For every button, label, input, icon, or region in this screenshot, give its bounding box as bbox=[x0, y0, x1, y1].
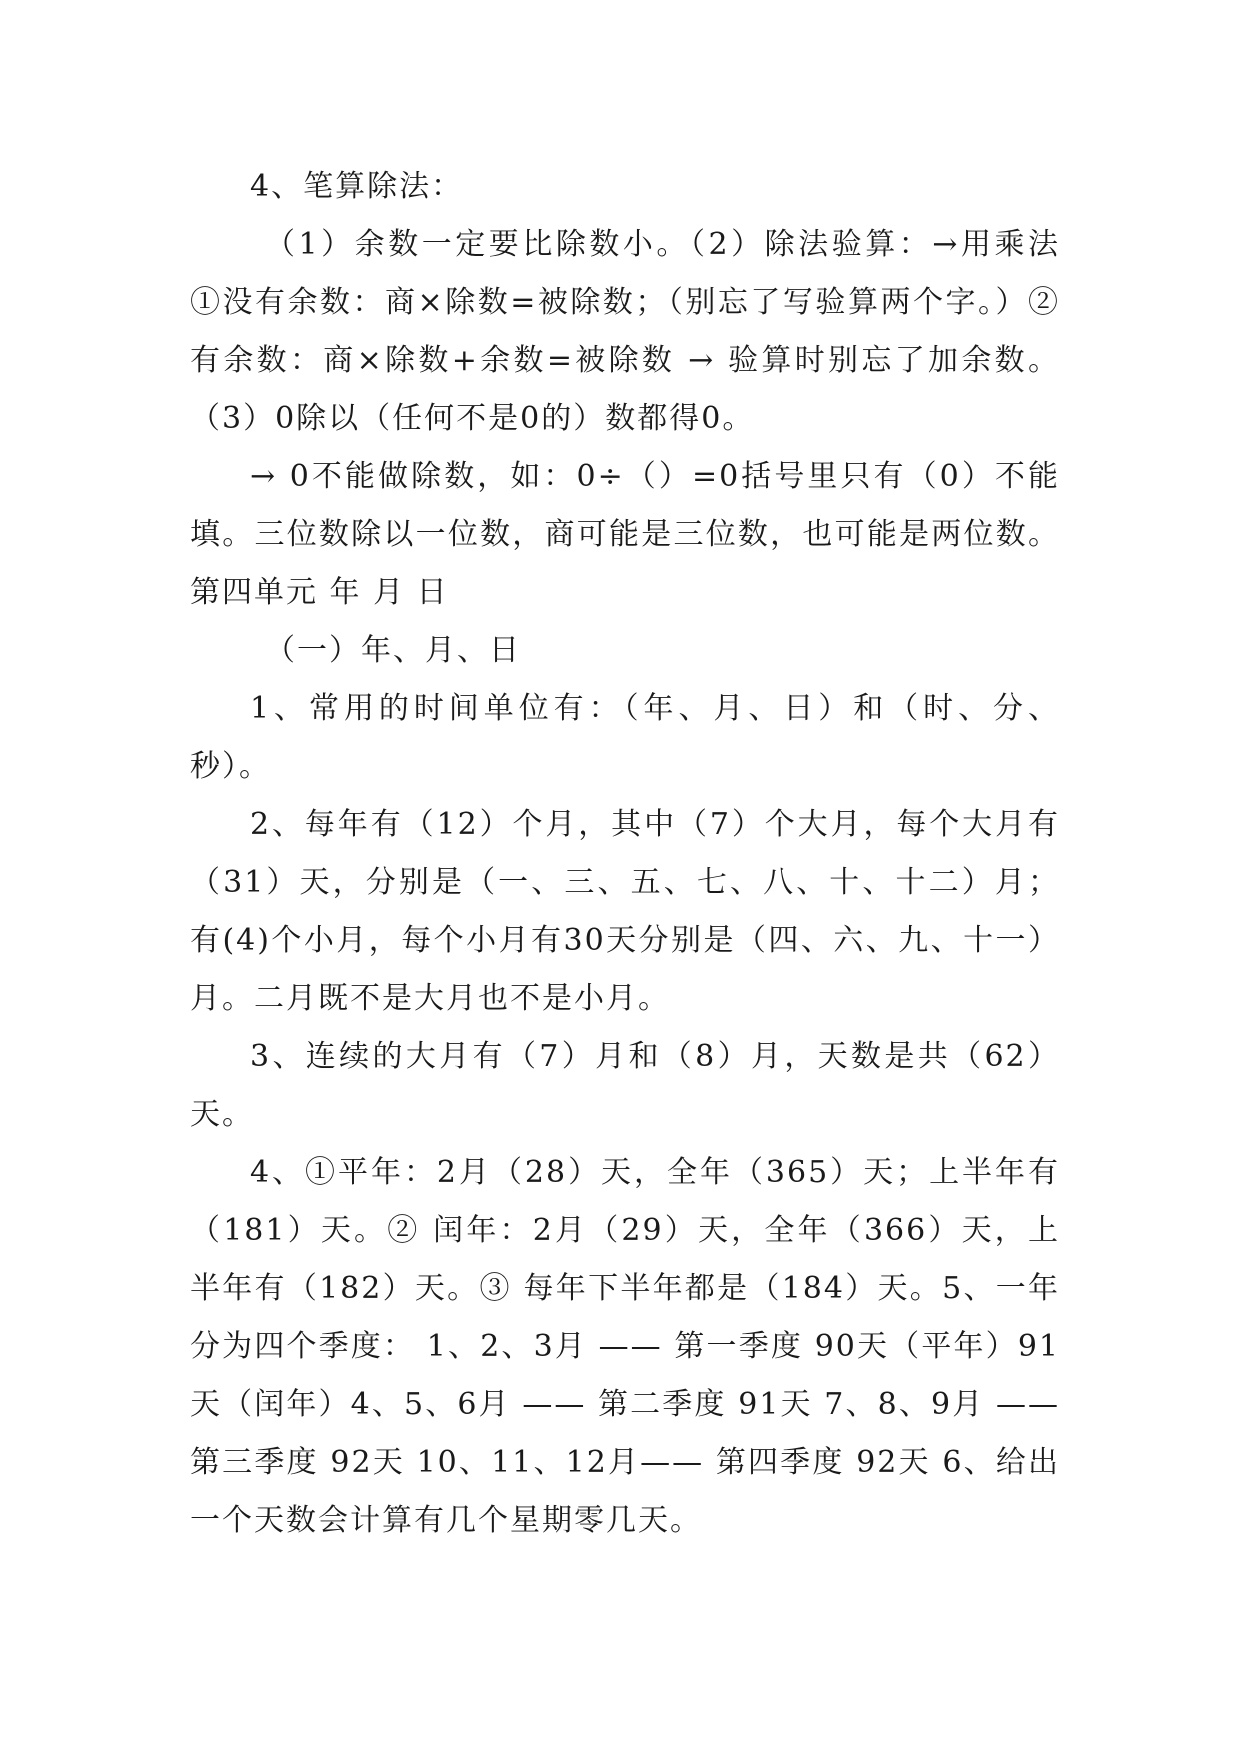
section-heading-division: 4、笔算除法： bbox=[250, 169, 464, 204]
paragraph-months: 2、每年有（12）个月，其中（7）个大月，每个大月有（31）天，分别是（一、三、五、七、八、十、十二）月；有(4)个小月，每个小月有30天分别是（四、六、九、十一）月。二月既不是大月也不是小月。 bbox=[190, 807, 1060, 1016]
document-body bbox=[190, 158, 1060, 1550]
paragraph-zero-divisor: → 0不能做除数，如：0÷（）=0括号里只有（0）不能填。三位数除以一位数，商可能是三位数，也可能是两位数。第四单元 年 月 日 bbox=[190, 459, 1060, 610]
paragraph-division-rules: （1）余数一定要比除数小。（2）除法验算：→用乘法 ①没有余数：商×除数=被除数；（别忘了写验算两个字。）②有余数：商×除数+余数=被除数 → 验算时别忘了加余数。（3）0除以（任何不是0的）数都得0。 bbox=[190, 227, 1060, 436]
paragraph-leap-years-quarters: 4、①平年：2月（28）天，全年（365）天；上半年有（181）天。② 闰年：2月（29）天，全年（366）天，上半年有（182）天。③ 每年下半年都是（184）天。5、一年分为四个季度： 1、2、3月 —— 第一季度 90天（平年）91天（闰年）4、5、6月 —— 第二季度 91天 7、8、9月 —— 第三季度 92天 10、11、12月—— 第四季度 92天 6、给出一个天数会计算有几个星期零几天。 bbox=[190, 1155, 1060, 1538]
paragraph-time-units: 1、常用的时间单位有：（年、月、日）和（时、分、秒）。 bbox=[190, 691, 1060, 784]
paragraph-consecutive-months: 3、连续的大月有（7）月和（8）月，天数是共（62）天。 bbox=[190, 1039, 1060, 1132]
section-heading-year-month-day: （一）年、月、日 bbox=[265, 633, 521, 668]
